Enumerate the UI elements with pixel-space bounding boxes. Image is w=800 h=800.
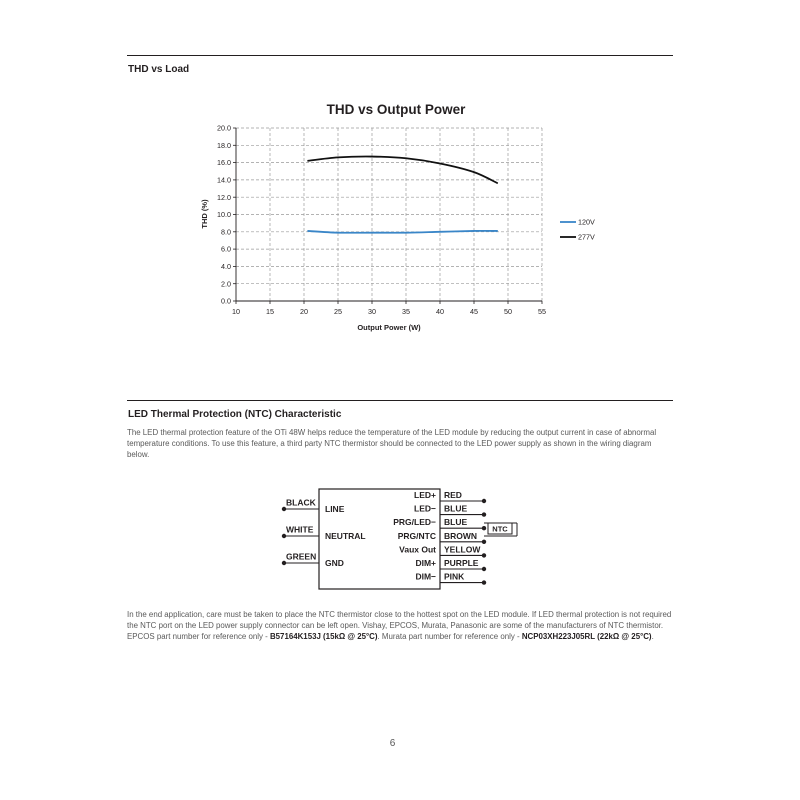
top-rule [127, 55, 673, 56]
terminal-dot-right-6 [482, 567, 486, 571]
y-tick-label: 12.0 [217, 192, 231, 202]
y-tick-label: 14.0 [217, 175, 231, 185]
wire-color-neutral: WHITE [286, 524, 314, 535]
terminal-dot-right-1 [482, 499, 486, 503]
terminal-dot-right-7 [482, 580, 486, 584]
x-tick-label: 30 [368, 307, 376, 316]
y-tick-label: 4.0 [221, 262, 231, 271]
ntc-label: NTC [492, 524, 508, 534]
middle-rule [127, 400, 673, 401]
y-tick-label: 6.0 [221, 244, 231, 254]
x-tick-label: 15 [266, 307, 274, 316]
wiring-diagram [0, 485, 800, 595]
x-axis-label: Output Power (W) [357, 323, 421, 332]
ntc-intro-paragraph: The LED thermal protection feature of the OTi 48W helps reduce the temperature of the LED module by reducing the output current in case of abnormal temperature conditions. To use this feature, a third party NTC thermistor should be connected to the LED power supply as shown in the wiring diagram below. [127, 428, 657, 460]
epcos-part-number: B57164K153J (15kΩ @ 25°C) [269, 632, 378, 642]
x-tick-label: 40 [436, 307, 444, 316]
terminal-label-neutral: NEUTRAL [325, 531, 366, 541]
x-tick-label: 20 [300, 307, 308, 316]
thd-chart [0, 90, 800, 430]
series-line-277v [307, 157, 497, 184]
wire-color-gnd: GREEN [286, 551, 317, 562]
terminal-label-right-6: DIM+ [415, 558, 436, 568]
wire-color-right-5: YELLOW [444, 544, 481, 555]
page-number: 6 [389, 738, 396, 749]
terminal-label-right-7: DIM− [415, 571, 436, 582]
x-tick-label: 55 [538, 307, 546, 316]
terminal-label-line: LINE [325, 504, 345, 514]
ntc-section-title: LED Thermal Protection (NTC) Characteristic [128, 409, 342, 420]
terminal-dot-right-3 [482, 526, 486, 530]
legend-label-120v: 120V [578, 217, 595, 227]
wire-color-right-2: BLUE [444, 503, 468, 514]
wire-color-right-6: PURPLE [444, 558, 479, 568]
murata-part-number: NCP03XH223J05RL (22kΩ @ 25°C) [521, 632, 652, 642]
wire-color-right-4: BROWN [444, 530, 478, 541]
thd-section-title: THD vs Load [128, 64, 190, 75]
closing-text-1: In the end application, care must be taken to place the NTC thermistor close to the hottest spot on the LED module. If LED thermal protection is not required the NTC port on the LED power supply connector can be left open. Vishay, EPCOS, Murata, Panasonic are some of the manufacturers of NTC thermistor. EPCOS part number for reference only - [127, 610, 672, 642]
x-tick-label: 25 [334, 307, 342, 316]
wire-color-line: BLACK [286, 497, 316, 508]
x-tick-label: 10 [232, 307, 240, 316]
y-tick-label: 18.0 [217, 140, 231, 150]
chart-title: THD vs Output Power [326, 102, 466, 117]
x-tick-label: 50 [504, 307, 512, 316]
series-line-120v [307, 231, 497, 233]
wire-color-right-1: RED [444, 490, 462, 500]
y-tick-label: 8.0 [221, 227, 231, 237]
closing-text-3: . [651, 632, 654, 642]
closing-text-2: . Murata part number for reference only - [377, 632, 522, 642]
x-tick-label: 35 [402, 307, 410, 316]
y-tick-label: 2.0 [221, 279, 231, 289]
terminal-dot-right-5 [482, 553, 486, 557]
closing-paragraph [127, 609, 675, 643]
y-tick-label: 16.0 [217, 158, 231, 168]
terminal-label-gnd: GND [325, 558, 344, 568]
terminal-label-right-2: LED− [414, 503, 436, 514]
wire-color-right-7: PINK [444, 571, 465, 582]
terminal-dot-right-2 [482, 512, 486, 516]
x-tick-label: 45 [470, 307, 478, 316]
y-tick-label: 10.0 [217, 210, 231, 220]
terminal-label-right-3: PRG/LED− [393, 517, 436, 528]
terminal-label-right-1: LED+ [414, 490, 436, 500]
y-tick-label: 0.0 [221, 296, 231, 306]
y-axis-label: THD (%) [200, 199, 209, 229]
legend-label-277v: 277V [578, 232, 595, 242]
terminal-dot-right-4 [482, 540, 486, 544]
terminal-label-right-5: Vaux Out [399, 544, 436, 555]
y-tick-label: 20.0 [217, 123, 231, 133]
wire-color-right-3: BLUE [444, 517, 468, 528]
terminal-label-right-4: PRG/NTC [397, 530, 436, 541]
